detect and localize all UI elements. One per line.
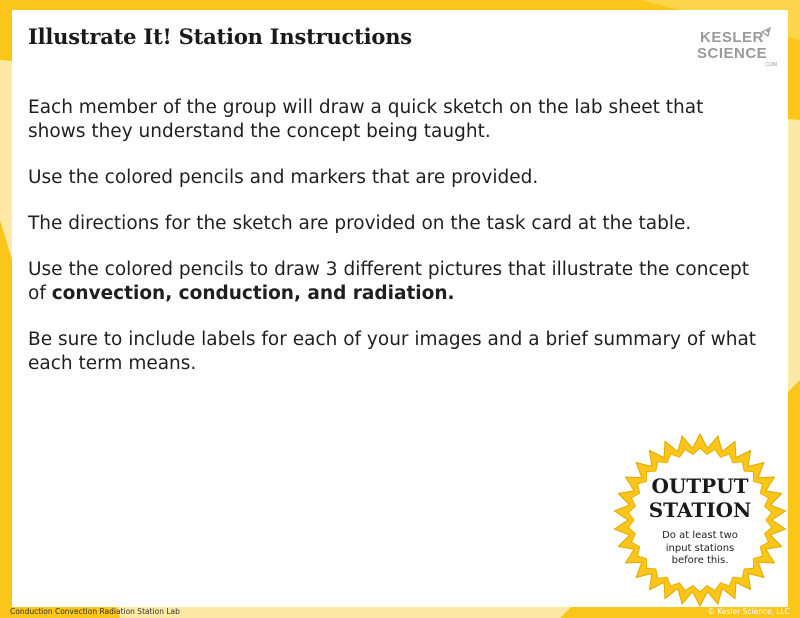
paragraph-4-text: Use the colored pencils to draw 3 different pictures that illustrate the concept of [28,259,749,304]
logo-line1: KESLER [700,29,764,46]
kesler-science-logo [692,26,782,70]
paragraph-4-emphasis: convection, conduction, and radiation. [51,283,455,304]
instruction-paragraph-2: Use the colored pencils and markers that are provided. [28,167,539,188]
instruction-paragraph-4 [28,258,758,306]
instructions-body [28,96,758,398]
instruction-paragraph-5: Be sure to include labels for each of your images and a brief summary of what each term means. [28,329,757,374]
slide-title: Illustrate It! Station Instructions [28,24,412,49]
instruction-paragraph-3: The directions for the sketch are provided on the task card at the table. [28,213,692,234]
badge-title-line2: STATION [648,498,752,522]
logo-line2: SCIENCE [697,45,768,62]
footer-copyright: © Kesler Science, LLC [707,607,790,616]
instruction-paragraph-1: Each member of the group will draw a quick sketch on the lab sheet that shows they understand the concept being taught. [28,97,704,142]
badge-note: Do at least two input stations before this. [662,530,738,566]
badge-title-line1: OUTPUT [651,474,749,498]
logo-line3: .COM [764,62,778,68]
badge-title [612,474,788,522]
badge-text-group [612,432,788,608]
footer-lab-title: Conduction Convection Radiation Station Lab [10,607,180,616]
